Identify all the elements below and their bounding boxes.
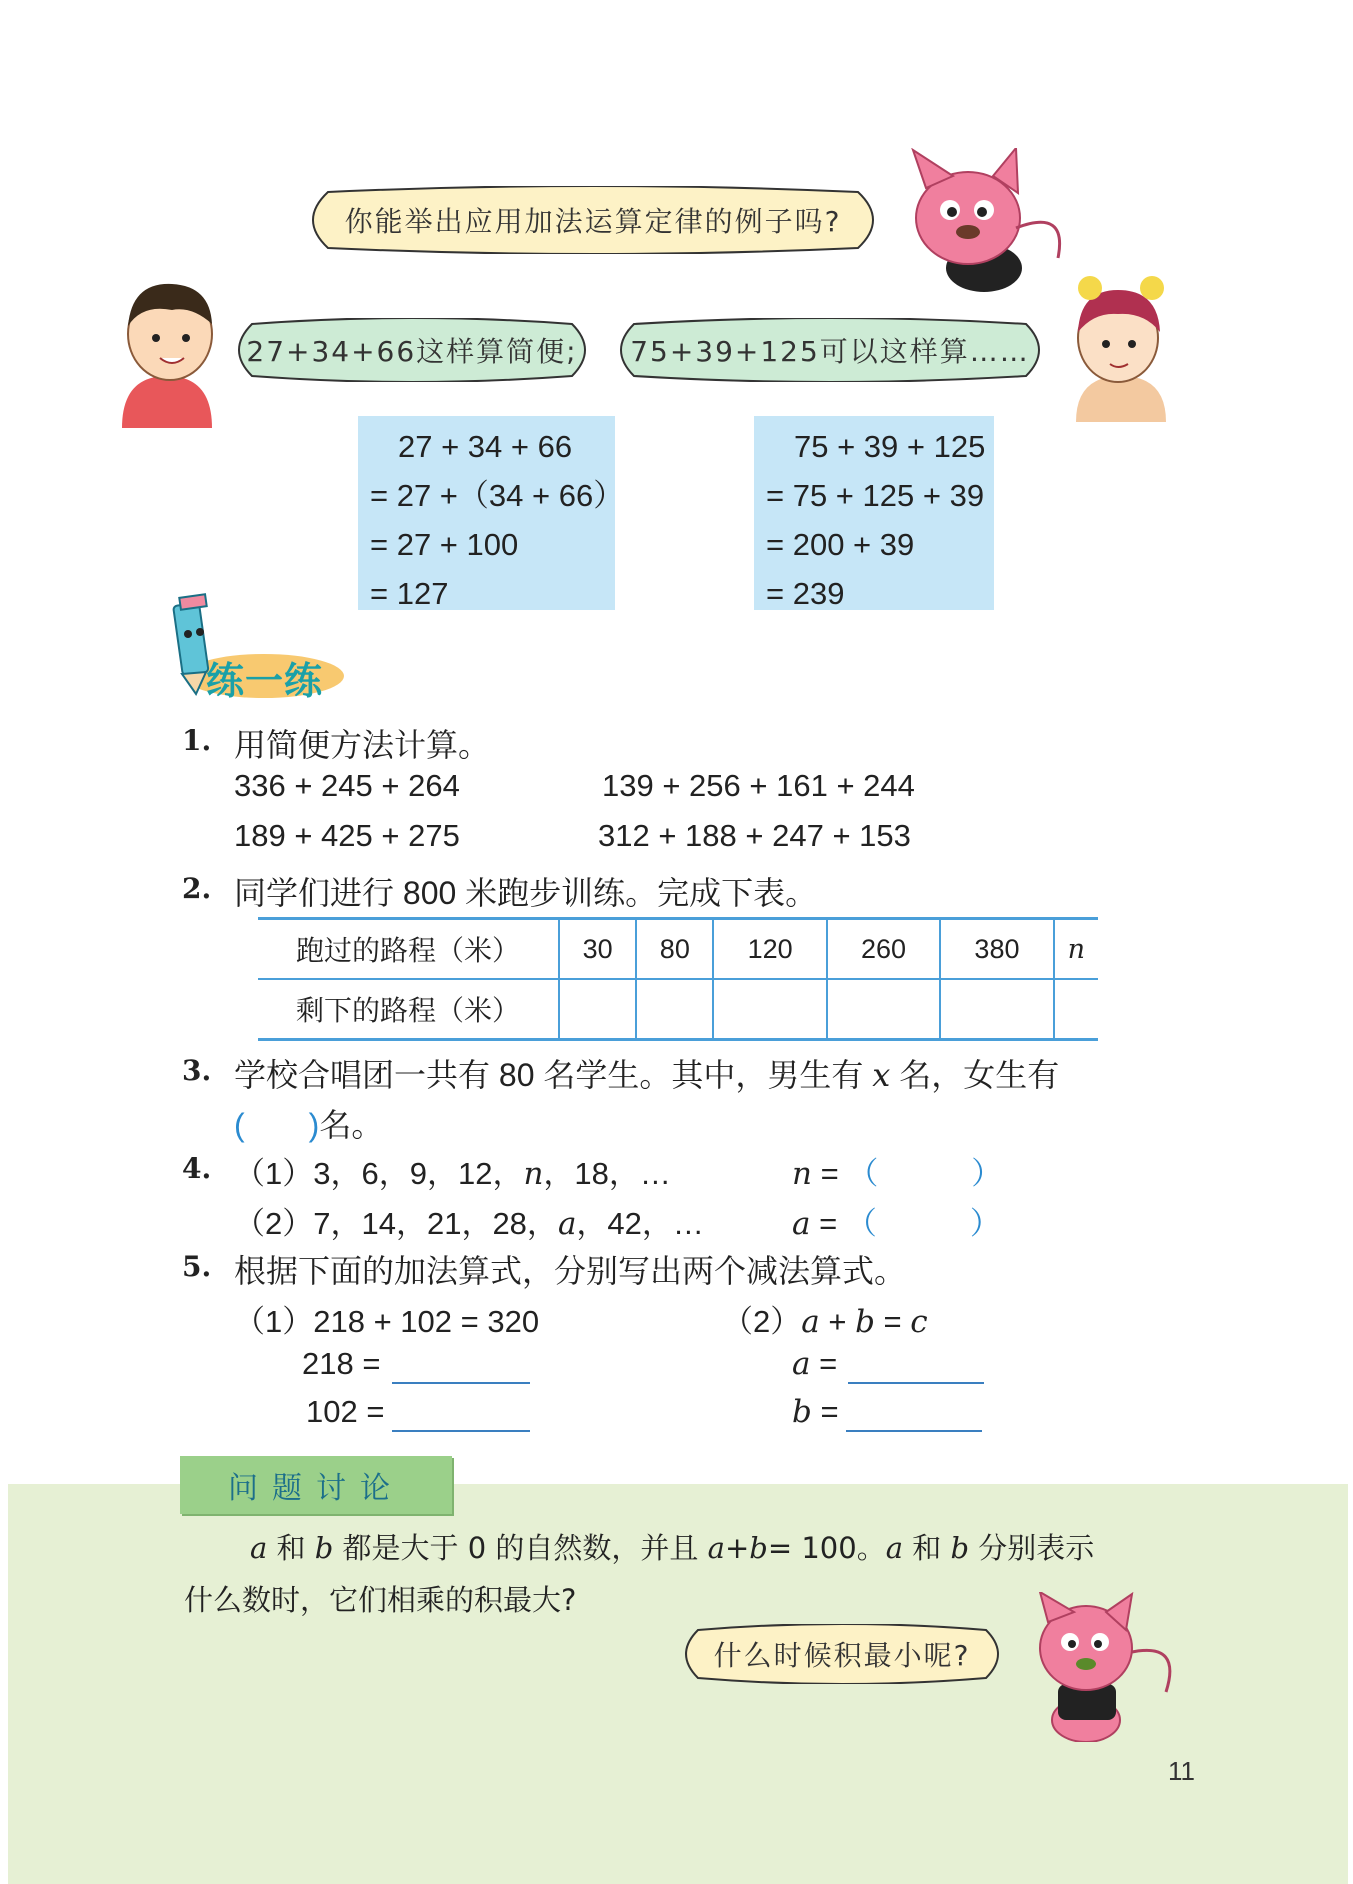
answer-cell[interactable] <box>559 979 636 1040</box>
pink-mouse-illustration <box>898 148 1070 293</box>
pink-mouse-illustration <box>1014 1592 1184 1742</box>
distance-table <box>258 917 1098 1041</box>
boy-illustration <box>112 276 222 428</box>
variable-a: a <box>885 1531 903 1565</box>
question-number: 1. <box>182 724 212 757</box>
variable-b: b <box>314 1531 334 1565</box>
discussion-text-line1 <box>250 1526 1094 1567</box>
question-text-part: 名，女生有 <box>899 1057 1060 1093</box>
answer-line[interactable] <box>848 1382 984 1384</box>
answer-line[interactable] <box>846 1430 982 1432</box>
table-row <box>258 979 1098 1040</box>
speech-bubble-right <box>608 318 1052 382</box>
subtraction-prompt: 218 = <box>302 1346 381 1381</box>
equation-2 <box>722 1296 928 1341</box>
question-text: 根据下面的加法算式，分别写出两个减法算式。 <box>234 1253 907 1289</box>
discussion-label: 问题讨论 <box>180 1456 452 1514</box>
calc-line: = 27 + 100 <box>370 527 519 562</box>
question-text-part: 名。 <box>319 1107 384 1143</box>
equation-1: （1）218 + 102 = 320 <box>234 1304 540 1339</box>
table-cell: n <box>1054 919 1098 980</box>
question-number: 5. <box>182 1250 212 1283</box>
speech-bubble-left <box>226 318 598 382</box>
answer-line[interactable] <box>392 1382 530 1384</box>
question-text: 用简便方法计算。 <box>234 727 491 763</box>
question-number: 3. <box>182 1054 212 1087</box>
operator: + <box>724 1531 750 1565</box>
bubble-text-left: 27+34+66这样算简便; <box>246 335 578 368</box>
variable-n: n <box>523 1156 544 1192</box>
equals: = <box>810 1346 838 1381</box>
row-label: 跑过的路程（米） <box>258 919 559 980</box>
table-cell: 120 <box>713 919 826 980</box>
variable-a: a <box>250 1531 268 1565</box>
variable-a: a <box>792 1206 811 1242</box>
variable-b: b <box>950 1531 970 1565</box>
question-number: 2. <box>182 872 212 905</box>
answer-cell[interactable] <box>827 979 940 1040</box>
subtraction-prompt: 102 = <box>306 1394 385 1429</box>
answer-cell[interactable] <box>713 979 826 1040</box>
variable-a: a <box>801 1304 820 1340</box>
variable-b: b <box>855 1304 875 1340</box>
question-number: 4. <box>182 1152 212 1185</box>
calc-line: = 200 + 39 <box>766 527 915 562</box>
variable-b: b <box>792 1394 812 1430</box>
expression: 139 + 256 + 161 + 244 <box>602 768 915 803</box>
table-cell: 380 <box>940 919 1053 980</box>
subtraction-prompt <box>792 1394 839 1430</box>
question-text <box>234 1050 1059 1096</box>
variable-c: c <box>910 1304 928 1340</box>
variable-a: a <box>557 1206 577 1242</box>
answer-cell[interactable] <box>636 979 713 1040</box>
speech-bubble-top <box>298 186 888 254</box>
bubble-text-bottom: 什么时候积最小呢? <box>713 1639 971 1672</box>
answer-cell[interactable] <box>940 979 1053 1040</box>
expression: 336 + 245 + 264 <box>234 768 460 803</box>
calc-line: 27 + 34 + 66 <box>398 429 573 464</box>
text: 都是大于 0 的自然数，并且 <box>333 1531 708 1565</box>
answer-blank[interactable]: （ ） <box>845 1206 1001 1241</box>
answer-cell[interactable] <box>1054 979 1098 1040</box>
calc-box-left <box>358 416 625 611</box>
sequence-1 <box>234 1148 671 1193</box>
equals: = <box>811 1394 839 1429</box>
girl-illustration <box>1066 272 1176 422</box>
practice-title: 练一练 <box>206 659 324 703</box>
table-cell: 30 <box>559 919 636 980</box>
row-label: 剩下的路程（米） <box>258 979 559 1040</box>
speech-bubble-bottom <box>674 1624 1010 1684</box>
answer-n <box>792 1148 1002 1193</box>
answer-blank[interactable]: （ ） <box>847 1156 1003 1191</box>
table-cell: 80 <box>636 919 713 980</box>
variable-a: a <box>707 1531 725 1565</box>
table-cell: 260 <box>827 919 940 980</box>
text: 分别表示 <box>969 1531 1095 1565</box>
operator: + <box>819 1304 856 1339</box>
subtraction-prompt <box>792 1346 837 1382</box>
calc-line: 75 + 39 + 125 <box>794 429 986 464</box>
question-text-line2 <box>234 1100 383 1146</box>
calc-line: = 239 <box>766 576 845 611</box>
calc-box-right <box>754 416 994 610</box>
sequence-text: （1）3，6，9，12， <box>234 1156 524 1191</box>
expression: 312 + 188 + 247 + 153 <box>598 818 911 853</box>
text: 和 <box>267 1531 315 1565</box>
bubble-text-top: 你能举出应用加法运算定律的例子吗? <box>344 205 842 238</box>
calc-line: = 75 + 125 + 39 <box>766 478 985 513</box>
calc-line: = 27 +（34 + 66） <box>370 478 625 513</box>
calc-line: = 127 <box>370 576 449 611</box>
table-row <box>258 919 1098 980</box>
answer-line[interactable] <box>392 1430 530 1432</box>
sequence-text: ，18，… <box>543 1156 671 1191</box>
text: 和 <box>903 1531 951 1565</box>
text: = 100。 <box>767 1531 886 1565</box>
page-number: 11 <box>1168 1756 1195 1786</box>
variable-n: n <box>792 1156 812 1192</box>
part-label: （2） <box>722 1304 802 1339</box>
question-text-part: 学校合唱团一共有 80 名学生。其中，男生有 <box>234 1057 864 1093</box>
sequence-text: ，42，… <box>576 1206 704 1241</box>
equals: = <box>810 1206 838 1241</box>
sequence-text: （2）7，14，21，28， <box>234 1206 558 1241</box>
operator: = <box>874 1304 911 1339</box>
equals: = <box>811 1156 839 1191</box>
expression: 189 + 425 + 275 <box>234 818 460 853</box>
answer-a <box>792 1198 1001 1243</box>
variable-x: x <box>872 1056 891 1094</box>
answer-blank[interactable]: ( ) <box>234 1107 320 1143</box>
question-text: 同学们进行 800 米跑步训练。完成下表。 <box>234 875 818 911</box>
variable-a: a <box>792 1346 811 1382</box>
sequence-2 <box>234 1198 704 1243</box>
discussion-text-line2: 什么数时，它们相乘的积最大? <box>184 1583 577 1617</box>
bubble-text-right: 75+39+125可以这样算…… <box>630 335 1030 368</box>
variable-b: b <box>749 1531 768 1565</box>
